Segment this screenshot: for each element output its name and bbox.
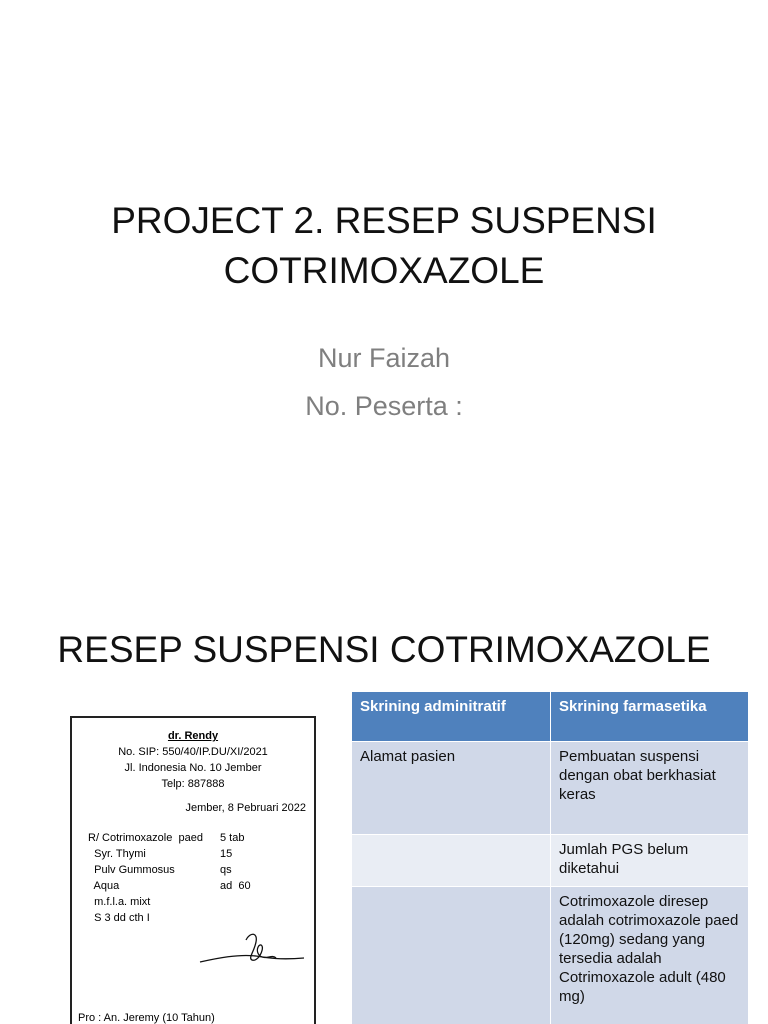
table-cell: Jumlah PGS belum diketahui xyxy=(551,835,749,887)
title-line-2: COTRIMOXAZOLE xyxy=(223,250,545,291)
prescription-card xyxy=(70,716,316,1024)
patient-name: Pro : An. Jeremy (10 Tahun) xyxy=(78,1012,215,1024)
header-administrative: Skrining adminitratif xyxy=(352,692,551,742)
table-cell: Cotrimoxazole diresep adalah cotrimoxazole paed (120mg) sedang yang tersedia adalah Cotrimoxazole adult (480 mg) xyxy=(551,887,749,1024)
prescription-item: m.f.l.a. mixt xyxy=(88,896,151,908)
prescription-item: S 3 dd cth I xyxy=(88,912,150,924)
table-cell: Alamat pasien xyxy=(352,742,551,835)
table-cell: Pembuatan suspensi dengan obat berkhasiat keras xyxy=(551,742,749,835)
slide-title-heading xyxy=(0,196,768,296)
table-header-row xyxy=(352,692,749,742)
slide-heading: RESEP SUSPENSI COTRIMOXAZOLE xyxy=(57,629,711,670)
prescription-items xyxy=(72,830,314,926)
table-row xyxy=(352,835,749,887)
signature-icon xyxy=(198,928,308,972)
doctor-sip: No. SIP: 550/40/IP.DU/XI/2021 xyxy=(118,746,268,758)
slide-prescription xyxy=(0,576,768,1024)
prescription-item: R/ Cotrimoxazole paed 5 tab xyxy=(88,832,245,844)
screening-table xyxy=(351,691,749,1024)
doctor-phone: Telp: 887888 xyxy=(161,778,225,790)
slide-subtitle xyxy=(0,334,768,430)
prescription-item: Syr. Thymi 15 xyxy=(88,848,233,860)
table-cell xyxy=(352,835,551,887)
author-name: Nur Faizah xyxy=(317,343,451,373)
table-row xyxy=(352,887,749,1024)
prescription-header xyxy=(72,718,314,792)
prescription-date: Jember, 8 Pebruari 2022 xyxy=(185,802,306,814)
table-cell xyxy=(352,887,551,1024)
title-line-1: PROJECT 2. RESEP SUSPENSI xyxy=(111,200,657,241)
table-row xyxy=(352,742,749,835)
prescription-item: Pulv Gummosus qs xyxy=(88,864,232,876)
participant-number: No. Peserta : xyxy=(305,391,463,421)
prescription-item: Aqua ad 60 xyxy=(88,880,251,892)
doctor-address: Jl. Indonesia No. 10 Jember xyxy=(124,762,262,774)
header-pharmaceutical: Skrining farmasetika xyxy=(551,692,749,742)
doctor-name: dr. Rendy xyxy=(167,730,219,742)
